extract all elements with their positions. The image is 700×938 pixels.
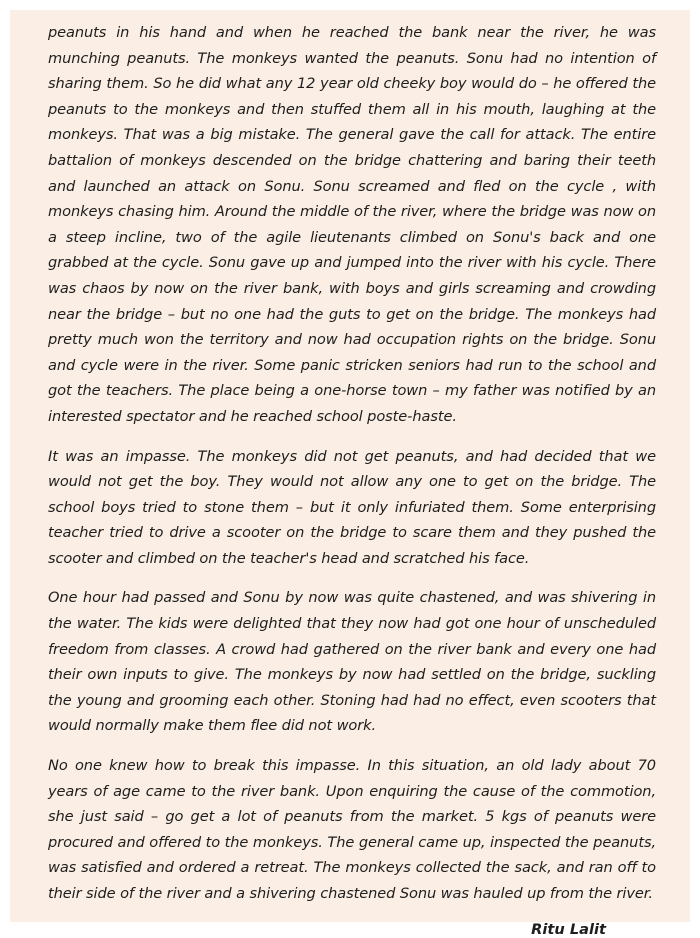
story-paragraph-1: peanuts in his hand and when he reached the bank near the river, he was munching peanuts. The monkeys wanted the peanuts. Sonu had no intention of sharing them. So he did what any 12 year old cheeky boy would do – he offered the peanuts to the monkeys and then stuffed them all in his mouth, laughing at the monkeys. That was a big mistake. The general gave the call for attack. The entire battalion of monkeys descended on the bridge chattering and baring their teeth and launched an attack on Sonu. Sonu screamed and fled on the cycle , with monkeys chasing him. Around the middle of the river, where the bridge was now on a steep incline, two of the agile lieutenants climbed on Sonu's back and one grabbed at the cycle. Sonu gave up and jumped into the river with his cycle. There was chaos by now on the river bank, with boys and girls screaming and crowding near the bridge – but no one had the guts to get on the bridge. The monkeys had pretty much won the territory and now had occupation rights on the bridge. Sonu and cycle were in the river. Some panic stricken seniors had run to the school and got the teachers. The place being a one-horse town – my father was notified by an interested spectator and he reached school poste-haste. [48, 24, 656, 425]
story-paragraph-3: One hour had passed and Sonu by now was quite chastened, and was shivering in the water. The kids were delighted that they now had got one hour of unscheduled freedom from classes. A crowd had gathered on the river bank and every one had their own inputs to give. The monkeys by now had settled on the bridge, suckling the young and grooming each other. Stoning had had no effect, even scooters that would normally make them flee did not work. [48, 589, 656, 735]
story-paragraph-4: No one knew how to break this impasse. In this situation, an old lady about 70 years of age came to the river bank. Upon enquiring the cause of the commotion, she just said – go get a lot of peanuts from the market. 5 kgs of peanuts were procured and offered to the monkeys. The general came up, inspected the peanuts, was satisfied and ordered a retreat. The monkeys collected the sack, and ran off to their side of the river and a shivering chastened Sonu was hauled up from the river. [48, 757, 656, 902]
story-page [10, 10, 690, 938]
author-signature: Ritu Lalit [531, 920, 606, 938]
story-paragraph-2: It was an impasse. The monkeys did not get peanuts, and had decided that we would not get the boy. They would not allow any one to get on the bridge. The school boys tried to stone them – but it only infuriated them. Some enterprising teacher tried to drive a scooter on the bridge to scare them and they pushed the scooter and climbed on the teacher's head and scratched his face. [48, 447, 656, 567]
